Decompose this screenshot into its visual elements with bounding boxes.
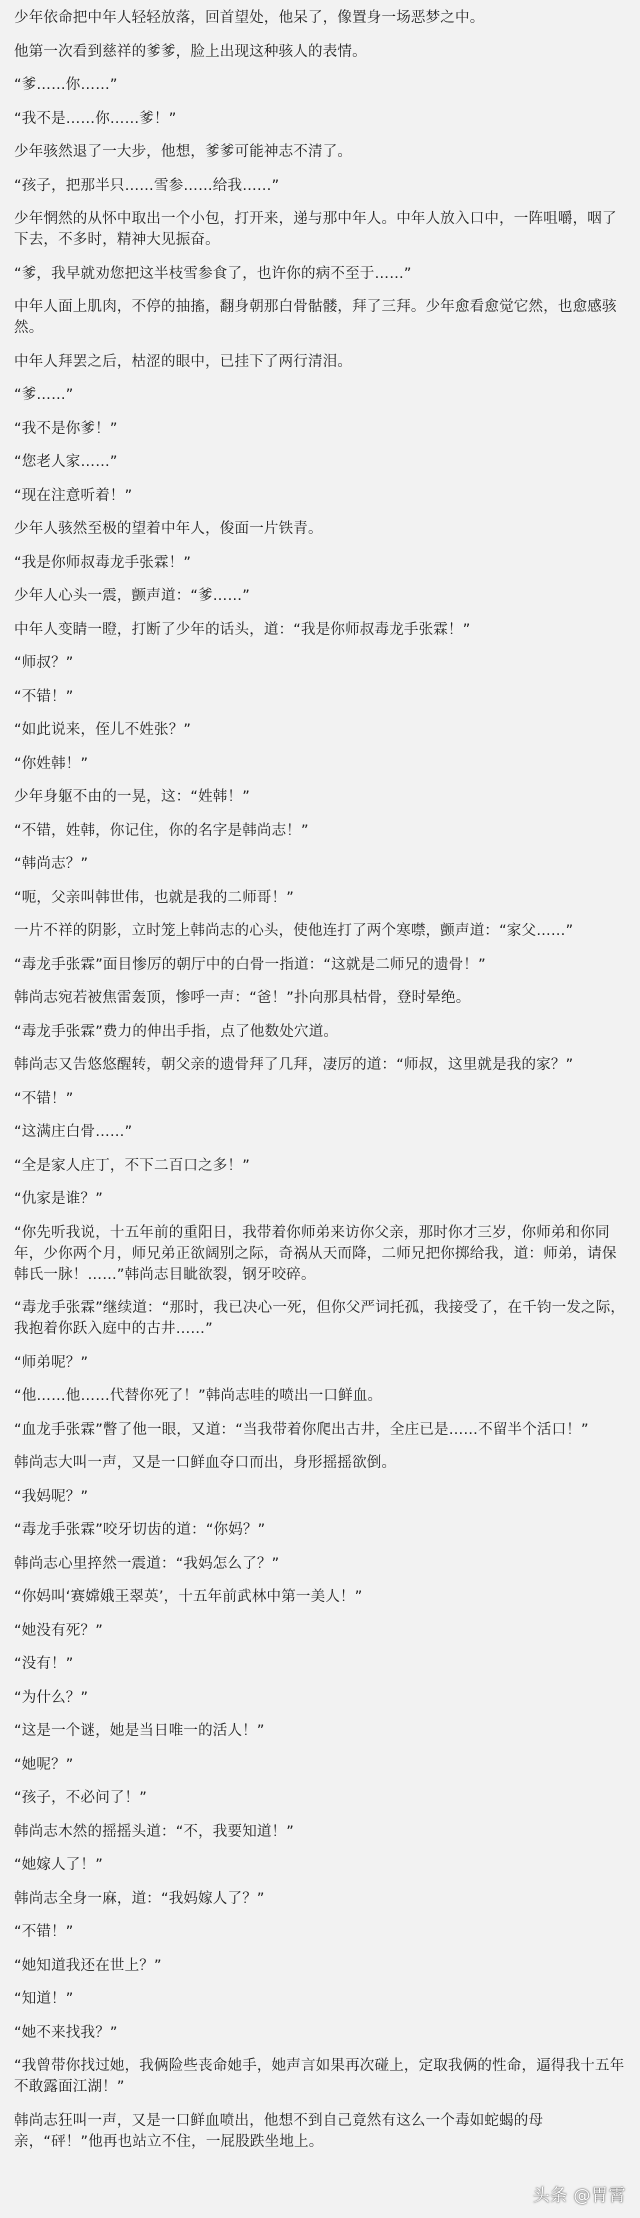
paragraph: 韩尚志狂叫一声，又是一口鲜血喷出，他想不到自己竟然有这么一个毒如蛇蝎的母亲，“砰！”他再也站立不住，一屁股跌坐地上。 xyxy=(14,2112,544,2150)
paragraph: “她呢？” xyxy=(14,1756,74,1773)
paragraph: 中年人面上肌肉，不停的抽搐，翻身朝那白骨骷髅，拜了三拜。少年愈看愈觉它然，也愈感骇然。 xyxy=(14,299,617,336)
paragraph: “我不是……你……爹！” xyxy=(14,110,177,127)
paragraph: 韩尚志宛若被焦雷轰顶，惨呼一声：“爸！”扑向那具枯骨，登时晕绝。 xyxy=(14,990,471,1006)
paragraph: 韩尚志又告悠悠醒转，朝父亲的遗骨拜了几拜，凄厉的道：“师叔，这里就是我的家？” xyxy=(14,1057,574,1073)
paragraph: 少年人骇然至极的望着中年人，俊面一片铁青。 xyxy=(14,521,323,537)
paragraph: “知道！” xyxy=(14,1991,74,2007)
paragraph: “不错，姓韩，你记住，你的名字是韩尚志！” xyxy=(14,822,309,839)
paragraph: 少年依命把中年人轻轻放落，回首望处，他呆了，像置身一场恶梦之中。 xyxy=(14,10,485,26)
paragraph: “你姓韩！” xyxy=(14,755,89,772)
paragraph: “师弟呢？” xyxy=(14,1354,89,1371)
paragraph: “她嫁人了！” xyxy=(14,1857,103,1873)
paragraph: “这满庄白骨……” xyxy=(14,1124,133,1140)
paragraph: “她没有死？” xyxy=(14,1622,103,1639)
paragraph: 少年人心头一震，颤声道：“爹……” xyxy=(14,588,250,604)
watermark: 头条 @胃霄 xyxy=(532,2186,626,2206)
paragraph: “为什么？” xyxy=(14,1689,89,1706)
paragraph: “毒龙手张霖”继续道：“那时，我已决心一死，但你父严词托孤，我接受了，在千钧一发之际，我抱着你跃入庭中的古井……” xyxy=(14,1300,626,1337)
paragraph: “我妈呢？” xyxy=(14,1488,89,1505)
paragraph: “这是一个谜，她是当日唯一的活人！” xyxy=(14,1723,265,1739)
paragraph: “我曾带你找过她，我俩险些丧命她手，她声言如果再次碰上，定取我俩的性命，逼得我十五年不敢露面江湖！” xyxy=(14,2058,625,2095)
paragraph: “爹，我早就劝您把这半枝雪参食了，也许你的病不至于……” xyxy=(14,265,412,282)
paragraph: “我不是你爹！” xyxy=(14,420,118,437)
paragraph: “不错！” xyxy=(14,1924,74,1940)
paragraph: “爹……你……” xyxy=(14,77,118,93)
paragraph: 韩尚志全身一麻，道：“我妈嫁人了？” xyxy=(14,1890,265,1907)
paragraph: 一片不祥的阴影，立时笼上韩尚志的心头，使他连打了两个寒噤，颤声道：“家父……” xyxy=(14,923,574,939)
paragraph: “您老人家……” xyxy=(14,454,118,470)
paragraph: “毒龙手张霖”费力的伸出手指，点了他数处穴道。 xyxy=(14,1023,339,1040)
paragraph: “她知道我还在世上？” xyxy=(14,1957,162,1974)
paragraph: “你妈叫‘赛嫦娥王翠英’，十五年前武林中第一美人！” xyxy=(14,1589,363,1605)
paragraph: “如此说来，侄儿不姓张？” xyxy=(14,722,192,738)
paragraph: 韩尚志大叫一声，又是一口鲜血夺口而出，身形摇摇欲倒。 xyxy=(14,1455,397,1471)
paragraph: “全是家人庄丁，不下二百口之多！” xyxy=(14,1157,250,1174)
paragraph: “毒龙手张霖”咬牙切齿的道：“你妈？” xyxy=(14,1522,266,1538)
paragraph: “不错！” xyxy=(14,688,74,705)
paragraph: “孩子，不必问了！” xyxy=(14,1790,148,1806)
paragraph: “孩子，把那半只……雪参……给我……” xyxy=(14,177,280,194)
paragraph: “现在注意听着！” xyxy=(14,487,133,504)
paragraph: “爹……” xyxy=(14,387,74,403)
paragraph: “没有！” xyxy=(14,1656,74,1672)
paragraph: “毒龙手张霖”面目惨厉的朝厅中的白骨一指道：“这就是二师兄的遗骨！” xyxy=(14,956,486,973)
paragraph: “仇家是谁？” xyxy=(14,1191,103,1207)
paragraph: 中年人变睛一瞪，打断了少年的话头，道：“我是你师叔毒龙手张霖！” xyxy=(14,621,471,638)
paragraph: 韩尚志木然的摇摇头道：“不，我要知道！” xyxy=(14,1823,295,1840)
paragraph: “师叔？” xyxy=(14,655,74,671)
paragraph: “我是你师叔毒龙手张霖！” xyxy=(14,554,192,571)
paragraph: 少年身躯不由的一晃，这：“姓韩！” xyxy=(14,789,250,805)
paragraph: “她不来找我？” xyxy=(14,2024,118,2041)
paragraph: “不错！” xyxy=(14,1090,74,1107)
paragraph: “他……他……代替你死了！”韩尚志哇的喷出一口鲜血。 xyxy=(14,1388,383,1404)
paragraph: 少年惘然的从怀中取出一个小包，打开来，递与那中年人。中年人放入口中，一阵咀嚼，咽了下去，不多时，精神大见振奋。 xyxy=(14,211,617,248)
paragraph: 少年骇然退了一大步，他想，爹爹可能神志不清了。 xyxy=(14,144,353,160)
paragraph: “呃，父亲叫韩世伟，也就是我的二师哥！” xyxy=(14,889,295,906)
paragraph: 中年人拜罢之后，枯涩的眼中，已挂下了两行清泪。 xyxy=(14,353,353,370)
paragraph: “韩尚志？” xyxy=(14,856,89,872)
paragraph: 他第一次看到慈祥的爹爹，脸上出现这种骇人的表情。 xyxy=(14,43,367,60)
paragraph: 韩尚志心里捽然一震道：“我妈怎么了？” xyxy=(14,1555,280,1572)
paragraph: “你先听我说，十五年前的重阳日，我带着你师弟来访你父亲，那时你才三岁，你师弟和你同年，少你两个月，师兄弟正欲阔别之际，奇祸从天而降，二师兄把你掷给我，道：师弟，请保韩氏一脉！……”韩尚志目眦欲裂，钢牙咬碎。 xyxy=(14,1224,617,1283)
paragraph: “血龙手张霖”瞥了他一眼，又道：“当我带着你爬出古井，全庄已是……不留半个活口！” xyxy=(14,1421,589,1438)
